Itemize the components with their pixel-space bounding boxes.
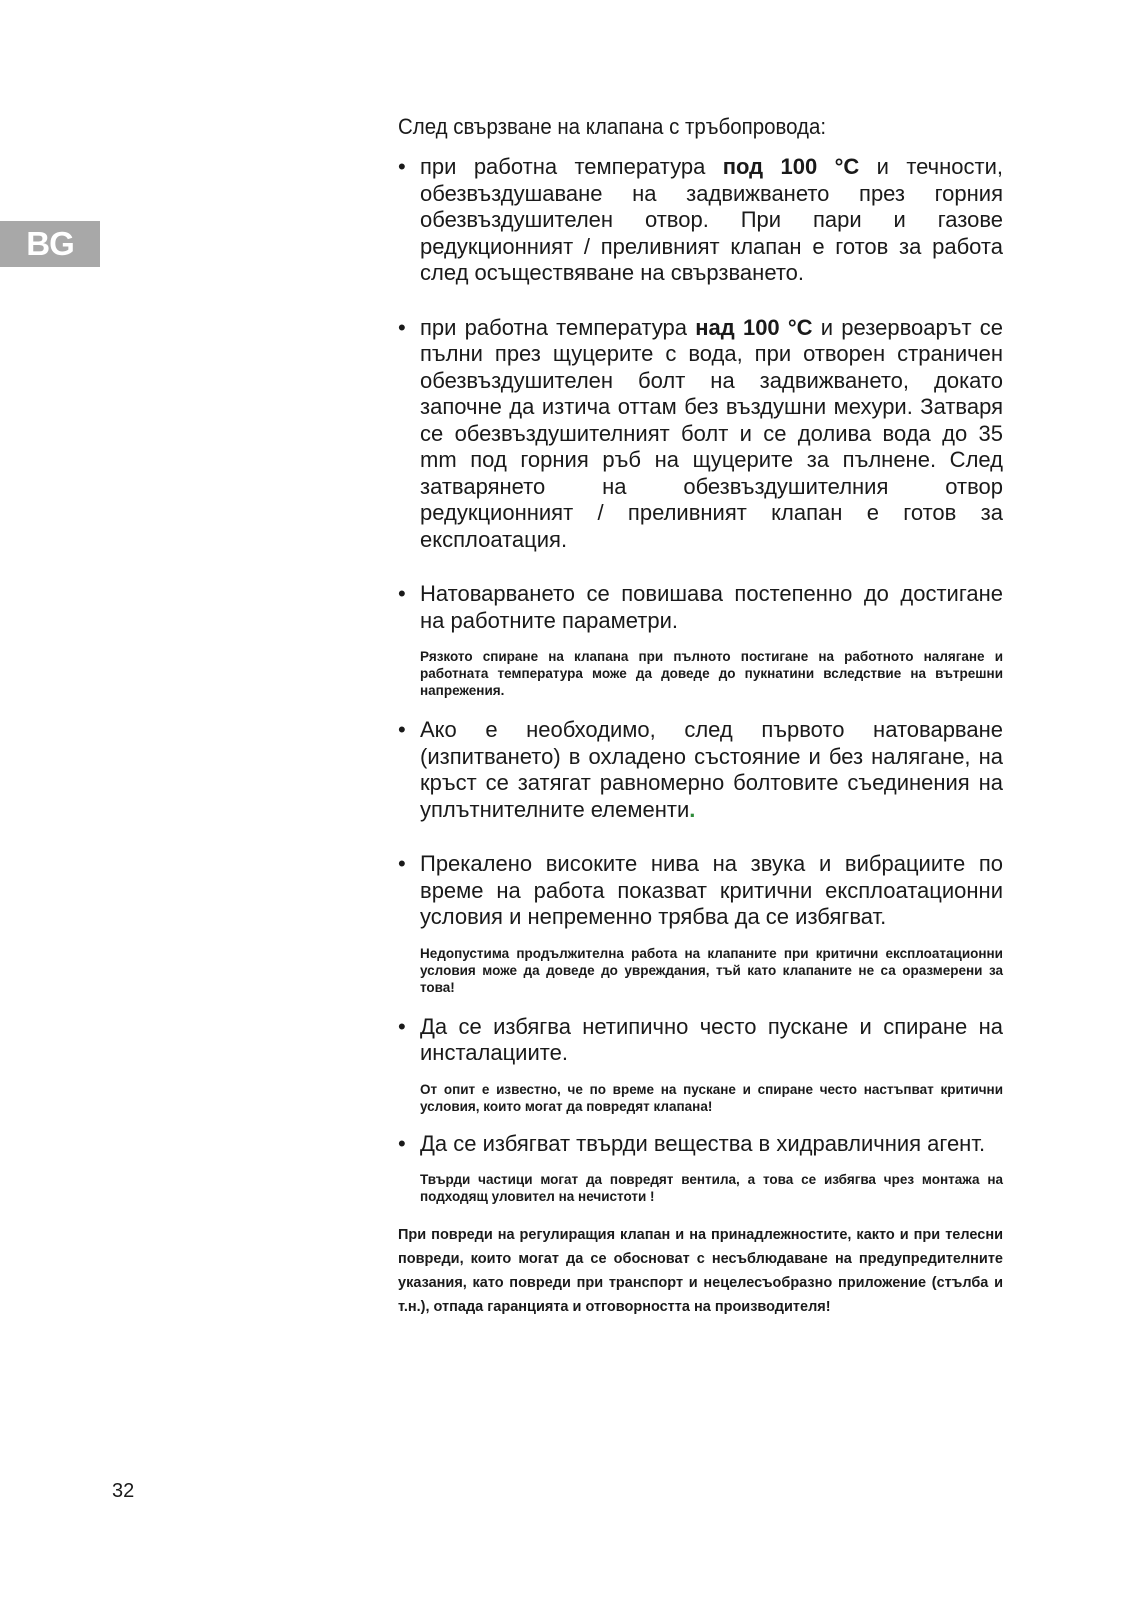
item-text: Натоварването се повишава постепенно до достигане на работните параметри. bbox=[420, 581, 1003, 633]
item-text: и резервоарът се пълни през щуцерите с вода, при отворен страничен обезвъздушителен болт на задвижването, докато започне да изтича оттам без въздушни мехури. Затваря се обезвъздушителният болт и се долива вода до 35 mm под горния ръб на щуцерите за пълнене. След затварянето на обезвъздушителния отвор редукционният / преливният клапан е готов за експлоатация. bbox=[420, 314, 1003, 552]
item-text: Ако е необходимо, след първото натоварване (изпитването) в охладено състояние и без налягане, на кръст се затягат равномерно болтовите съединения на уплътнителните елементи bbox=[420, 717, 1003, 822]
bullet-icon: • bbox=[398, 1130, 406, 1156]
list-item bbox=[398, 1131, 1003, 1158]
note-text: От опит е известно, че по време на пускане и спиране често настъпват критични условия, които могат да повредят клапана! bbox=[420, 1081, 1003, 1114]
note-text: Рязкото спиране на клапана при пълното постигане на работното налягане и работната температура може да доведе до пукнатини вследствие на вътрешни напрежения. bbox=[420, 649, 1003, 698]
list-item bbox=[398, 717, 1003, 823]
bullet-icon: • bbox=[398, 1013, 406, 1039]
list-item bbox=[398, 315, 1003, 554]
intro-text: След свързване на клапана с тръбопровода: bbox=[398, 114, 827, 139]
item-text: при работна температура bbox=[420, 154, 723, 179]
list-item bbox=[398, 154, 1003, 287]
bullet-icon: • bbox=[398, 581, 406, 606]
item-text: Да се избягват твърди вещества в хидравличния агент. bbox=[420, 1130, 986, 1156]
item-text: Прекалено високите нива на звука и вибрациите по време на работа показват критични експлоатационни условия и непременно трябва да се избягват. bbox=[420, 851, 1003, 929]
item-text: Да се избягва нетипично често пускане и спиране на инсталациите. bbox=[420, 1013, 1003, 1065]
bullet-icon: • bbox=[398, 314, 406, 340]
bullet-icon: • bbox=[398, 154, 406, 179]
language-tab: BG bbox=[0, 221, 100, 267]
note-text: Недопустима продължителна работа на клапаните при критични експлоатационни условия може да доведе до увреждания, тъй като клапаните не са оразмерени за това! bbox=[420, 945, 1003, 995]
bullet-icon: • bbox=[398, 851, 406, 876]
item-text: при работна температура bbox=[420, 314, 696, 340]
item-emphasis: над 100 °С bbox=[695, 314, 813, 340]
page-content bbox=[398, 113, 1003, 1319]
warranty-warning: При повреди на регулиращия клапан и на принадлежностите, както и при телесни повреди, които могат да се обосноват с несъблюдаване на предупредителните указания, като повреди при транспорт и нецелесъобразно приложение (стълба и т.н.), отпада гаранцията и отговорността на производителя! bbox=[398, 1227, 1003, 1315]
list-item bbox=[398, 1014, 1003, 1067]
item-emphasis: под 100 °С bbox=[722, 154, 860, 179]
list-item bbox=[398, 581, 1003, 634]
item-period: . bbox=[689, 796, 696, 822]
bullet-icon: • bbox=[398, 717, 406, 742]
note-text: Твърди частици могат да повредят вентила, а това се избягва чрез монтажа на подходящ уловител на нечистоти ! bbox=[420, 1172, 1003, 1204]
page-number: 32 bbox=[112, 1480, 135, 1502]
item-text: и течности, обезвъздушаване на задвижването през горния обезвъздушителен отвор. При пари и газове редукционният / преливният клапан е готов за работа след осъществяване на свързването. bbox=[420, 154, 1003, 285]
list-item bbox=[398, 851, 1003, 931]
